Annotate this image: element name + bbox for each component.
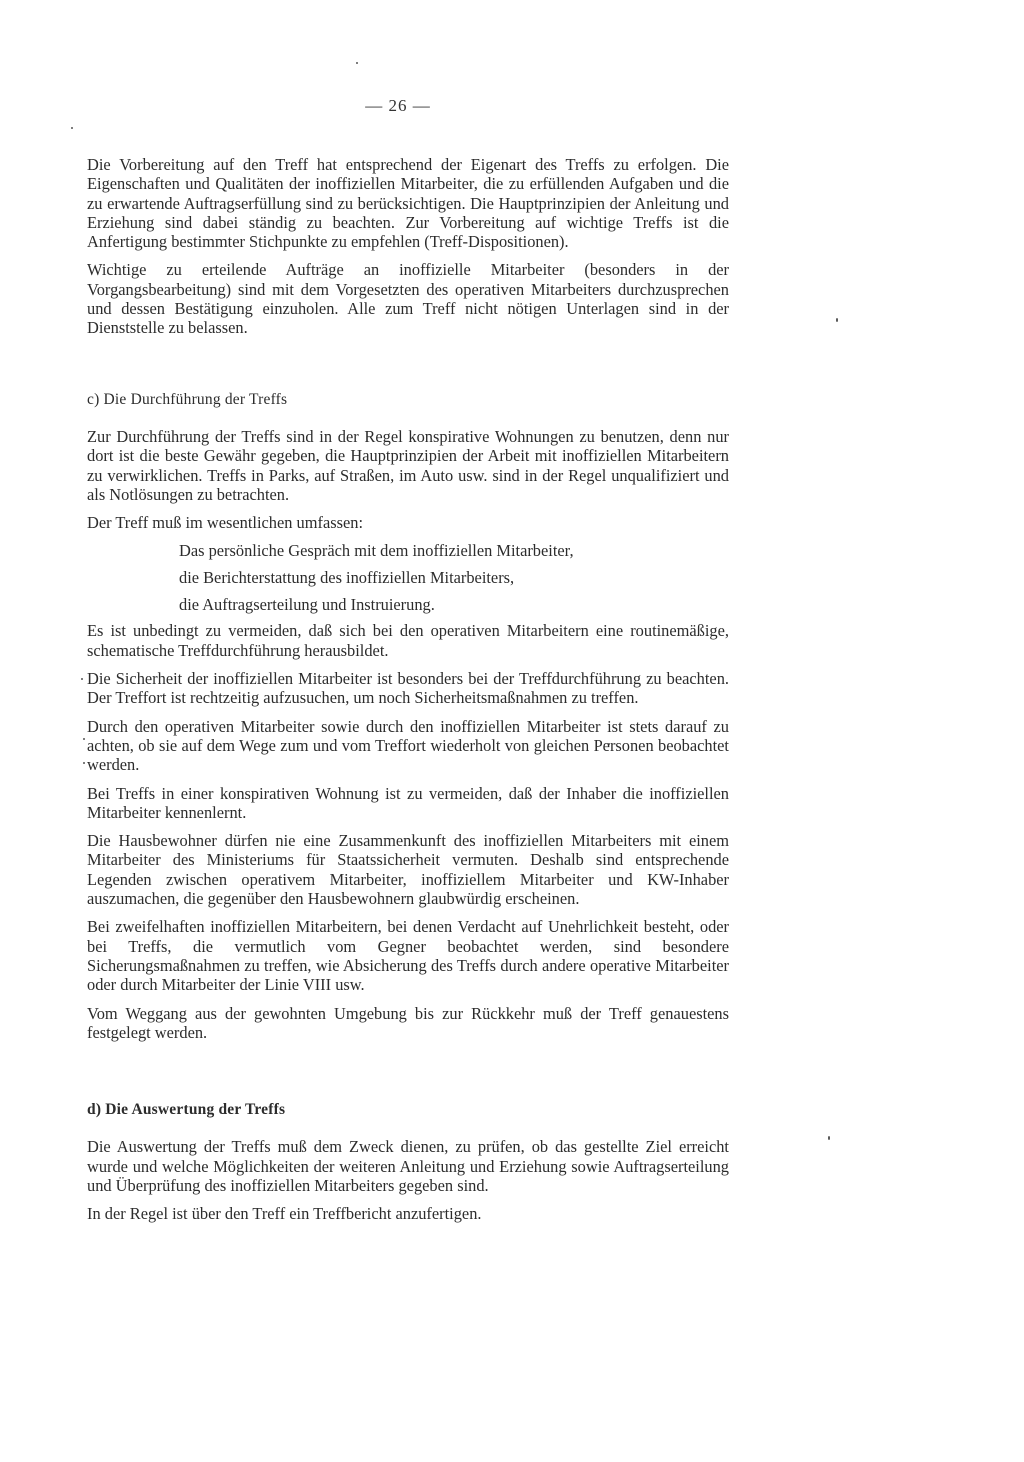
paragraph: Bei zweifelhaften inoffiziellen Mitarbeitern, bei denen Verdacht auf Unehrlichkeit besteht, oder bei Treffs, die vermutlich vom Gegner beobachtet werden, sind besondere Sicherungsmaßnahmen zu treffen, wie Absicherung des Treffs durch andere operative Mitarbeiter oder durch Mitarbeiter der Linie VIII usw. (87, 917, 729, 995)
scan-speck (836, 318, 838, 322)
paragraph: In der Regel ist über den Treff ein Treffbericht anzufertigen. (87, 1204, 482, 1224)
paragraph: Die Vorbereitung auf den Treff hat entsprechend der Eigenart des Treffs zu erfolgen. Die Eigenschaften und Qualitäten der inoffiziellen Mitarbeiter, die zu erfüllenden Aufgaben und die zu erwartende Auftragserfüllung sind zu berücksichtigen. Die Hauptprinzipien der Anleitung und Erziehung sind dabei ständig zu beachten. Zur Vorbereitung auf wichtige Treffs ist die Anfertigung bestimmter Stichpunkte zu empfehlen (Treff-Dispositionen). (87, 155, 729, 252)
list-item: Das persönliche Gespräch mit dem inoffiziellen Mitarbeiter, (179, 541, 574, 561)
paragraph: Bei Treffs in einer konspirativen Wohnung ist zu vermeiden, daß der Inhaber die inoffiziellen Mitarbeiter kennenlernt. (87, 783, 729, 822)
document-body (87, 155, 729, 1233)
paragraph: Es ist unbedingt zu vermeiden, daß sich bei den operativen Mitarbeitern eine routinemäßige, schematische Treffdurchführung herausbildet. (87, 621, 729, 660)
section-heading-c: c) Die Durchführung der Treffs (87, 390, 288, 408)
paragraph: Der Treff muß im wesentlichen umfassen: (87, 513, 364, 533)
scan-speck (83, 762, 85, 764)
indented-list (179, 540, 729, 615)
scan-speck (71, 127, 73, 129)
paragraph: Die Hausbewohner dürfen nie eine Zusammenkunft des inoffiziellen Mitarbeiters mit einem Mitarbeiter des Ministeriums für Staatssicherheit vermuten. Deshalb sind entsprechende Legenden zwischen operativem Mitarbeiter, inoffiziellem Mitarbeiter und KW-Inhaber auszumachen, die gegenüber den Hausbewohnern glaubwürdig erscheinen. (87, 831, 729, 909)
section-heading-d: d) Die Auswertung der Treffs (87, 1101, 286, 1119)
list-item: die Auftragserteilung und Instruierung. (179, 595, 435, 615)
paragraph: Wichtige zu erteilende Aufträge an inoffizielle Mitarbeiter (besonders in der Vorgangsbearbeitung) sind mit dem Vorgesetzten des operativen Mitarbeiters durchzusprechen und dessen Bestätigung einzuholen. Alle zum Treff nicht nötigen Unterlagen sind in der Dienststelle zu belassen. (87, 260, 729, 338)
scan-speck (828, 1136, 830, 1140)
scan-speck (356, 62, 358, 64)
paragraph: Zur Durchführung der Treffs sind in der Regel konspirative Wohnungen zu benutzen, denn nur dort ist die beste Gewähr gegeben, die Hauptprinzipien der Arbeit mit inoffiziellen Mitarbeitern zu verwirklichen. Treffs in Parks, auf Straßen, im Auto usw. sind in der Regel unqualifiziert und als Notlösungen zu betrachten. (87, 426, 729, 504)
scan-speck (81, 678, 83, 680)
paragraph: Die Auswertung der Treffs muß dem Zweck dienen, zu prüfen, ob das gestellte Ziel erreicht wurde und welche Möglichkeiten der weiteren Anleitung und Erziehung sowie Auftragserteilung und Überprüfung des inoffiziellen Mitarbeiters gegeben sind. (87, 1137, 729, 1195)
paragraph: Durch den operativen Mitarbeiter sowie durch den inoffiziellen Mitarbeiter ist stets darauf zu achten, ob sie auf dem Wege zum und vom Treffort wiederholt von gleichen Personen beobachtet werden. (87, 716, 729, 775)
scan-speck (83, 738, 85, 740)
paragraph: Die Sicherheit der inoffiziellen Mitarbeiter ist besonders bei der Treffdurchführung zu beachten. Der Treffort ist rechtzeitig aufzusuchen, um noch Sicherheitsmaßnahmen zu treffen. (87, 669, 729, 708)
list-item: die Berichterstattung des inoffiziellen Mitarbeiters, (179, 568, 515, 588)
page-number: — 26 — (365, 96, 431, 115)
paragraph: Vom Weggang aus der gewohnten Umgebung bis zur Rückkehr muß der Treff genauestens festgelegt werden. (87, 1003, 729, 1042)
